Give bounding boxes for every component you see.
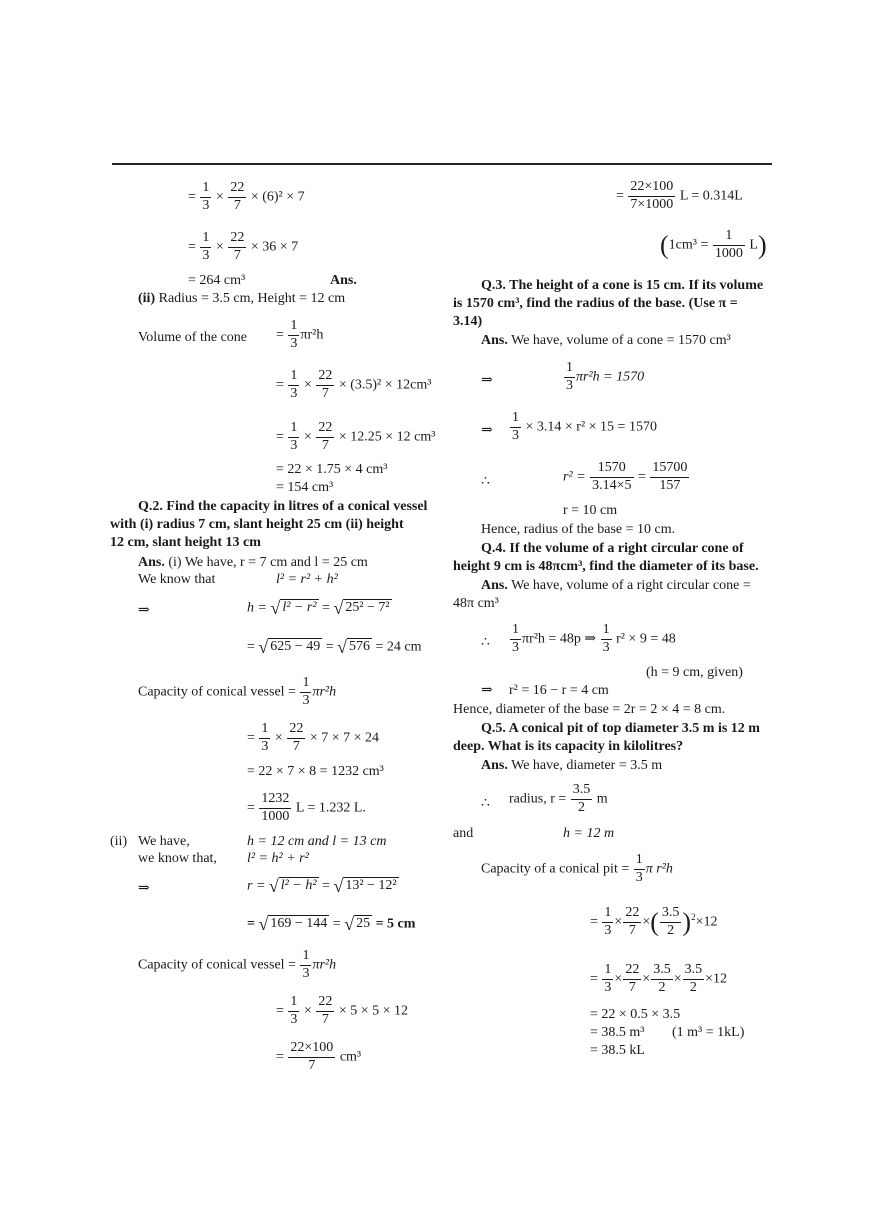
answer-line: Ans. We have, volume of a cone = 1570 cm³ [481, 333, 731, 348]
question-text: Q.2. Find the capacity in litres of a conical vessel [138, 499, 428, 514]
eq-line: = $\frac{1232}{1000}$ L = 1.232 L. [247, 791, 366, 824]
eq-line: Capacity of conical vessel = $\frac{1}{3}$ πr²h [138, 675, 337, 708]
eq-line: = $\frac{1}{3}$ × $\frac{22}{7}$ × (6)² × 7 [188, 180, 305, 213]
implies-symbol: ⇒ [138, 603, 150, 618]
eq-line: l² = r² + h² [276, 572, 338, 587]
implies-symbol: ⇒ [481, 683, 493, 698]
answer-line: Ans. We have, volume of a right circular cone = [481, 578, 751, 593]
question-text: Q.4. If the volume of a right circular cone of [481, 541, 744, 556]
answer-label: Ans. [330, 273, 357, 288]
eq-line: r = √ l² − h² = √ 13² − 12² [247, 876, 397, 896]
eq-line: $\frac{1}{3}$ πr²h = 1570 [566, 360, 645, 393]
eq-line: $\frac{1}{3}$ πr²h = 48p ⇒ $\frac{1}{3}$ r² × 9 = 48 [512, 622, 676, 655]
question-text: Q.5. A conical pit of top diameter 3.5 m is 12 m [481, 721, 760, 736]
text-line: 48π cm³ [453, 596, 499, 611]
eq-line: = 22 × 7 × 8 = 1232 cm³ [247, 764, 384, 779]
question-text: is 1570 cm³, find the radius of the base. (Use π = [453, 296, 738, 311]
eq-line: r = 10 cm [563, 503, 618, 518]
eq-line: = $\frac{1}{3}$ × $\frac{22}{7}$ × 5 × 5 × 12 [276, 994, 408, 1027]
therefore-symbol: ∴ [481, 796, 490, 811]
eq-line: = $\frac{1}{3}$ πr²h [276, 318, 324, 351]
eq-line: = $\frac{1}{3}$ × $\frac{22}{7}$ ×( $\frac{3.5}{2}$ )$^2$×12 [590, 905, 718, 938]
eq-line: radius, r = $\frac{3.5}{2}$ m [509, 782, 608, 815]
eq-line: = $\frac{1}{3}$ × $\frac{22}{7}$ × 12.25 × 12 cm³ [276, 420, 436, 453]
eq-line: = 22 × 1.75 × 4 cm³ [276, 462, 388, 477]
eq-line: = √ 625 − 49 = √ 576 = 24 cm [247, 637, 422, 657]
eq-line: h = 12 m [563, 826, 615, 841]
text-line: Hence, diameter of the base = 2r = 2 × 4 = 8 cm. [453, 702, 726, 717]
text-line: (ii) Radius = 3.5 cm, Height = 12 cm [138, 291, 346, 306]
eq-line: = 264 cm³ [188, 273, 246, 288]
eq-line: = 38.5 m³ [590, 1025, 645, 1040]
header-rule [112, 163, 772, 165]
implies-symbol: ⇒ [481, 423, 493, 438]
label: Volume of the cone [138, 330, 247, 345]
answer-line: Ans. (i) We have, r = 7 cm and l = 25 cm [138, 555, 368, 570]
text-line: We have, [138, 834, 190, 849]
eq-line: (1cm³ = $\frac{1}{1000}$ L) [660, 228, 767, 261]
part-label: (ii) [110, 834, 128, 849]
eq-line: h = 12 cm and l = 13 cm [247, 834, 387, 849]
eq-line: = $\frac{1}{3}$ × $\frac{22}{7}$ × $\frac{3.5}{2}$ × $\frac{3.5}{2}$ ×12 [590, 962, 728, 995]
eq-line: = 22 × 0.5 × 3.5 [590, 1007, 681, 1022]
question-text: Q.3. The height of a cone is 15 cm. If its volume [481, 278, 764, 293]
eq-line: = √ 169 − 144 = √ 25 = 5 cm [247, 914, 416, 934]
eq-line: = $\frac{22\times 100}{7}$ cm³ [276, 1040, 362, 1073]
eq-line: h = √ l² − r² = √ 25² − 7² [247, 598, 390, 618]
eq-line: = $\frac{1}{3}$ × $\frac{22}{7}$ × 7 × 7 × 24 [247, 721, 379, 754]
eq-line: = 38.5 kL [590, 1043, 645, 1058]
question-text: with (i) radius 7 cm, slant height 25 cm (ii) height [110, 517, 404, 532]
eq-line: = $\frac{1}{3}$ × $\frac{22}{7}$ × 36 × 7 [188, 230, 299, 263]
question-text: 12 cm, slant height 13 cm [110, 535, 261, 550]
text-line: Hence, radius of the base = 10 cm. [481, 522, 676, 537]
implies-symbol: ⇒ [481, 373, 493, 388]
text-line: and [453, 826, 474, 841]
therefore-symbol: ∴ [481, 635, 490, 650]
text-line: We know that [138, 572, 216, 587]
eq-line: = 154 cm³ [276, 480, 334, 495]
eq-line: Capacity of conical vessel = $\frac{1}{3}$ πr²h [138, 948, 337, 981]
eq-line: Capacity of a conical pit = $\frac{1}{3}$ π r²h [481, 852, 673, 885]
question-text: deep. What is its capacity in kilolitres? [453, 739, 684, 754]
note: (h = 9 cm, given) [646, 665, 743, 680]
answer-line: Ans. We have, diameter = 3.5 m [481, 758, 663, 773]
eq-line: r² = $\frac{1570}{3.14\times 5}$ = $\frac{15700}{157}$ [563, 460, 688, 493]
eq-line: = $\frac{1}{3}$ × $\frac{22}{7}$ × (3.5)² × 12cm³ [276, 368, 432, 401]
implies-symbol: ⇒ [138, 881, 150, 896]
eq-line: r² = 16 − r = 4 cm [509, 683, 609, 698]
eq-line: l² = h² + r² [247, 851, 309, 866]
text-line: we know that, [138, 851, 217, 866]
note: (1 m³ = 1kL) [672, 1025, 745, 1040]
question-text: 3.14) [453, 314, 483, 329]
eq-line: = $\frac{22\times 100}{7\times 1000}$ L = 0.314L [616, 179, 743, 212]
eq-line: $\frac{1}{3}$ × 3.14 × r² × 15 = 1570 [512, 410, 657, 443]
question-text: height 9 cm is 48πcm³, find the diameter of its base. [453, 559, 759, 574]
therefore-symbol: ∴ [481, 474, 490, 489]
